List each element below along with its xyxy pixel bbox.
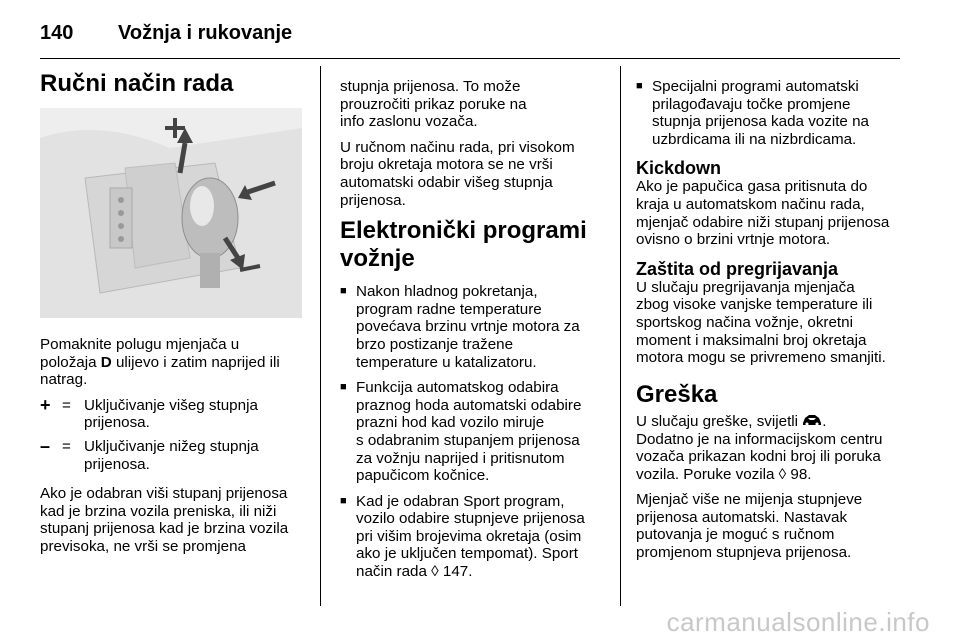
body-paragraph: U ručnom načinu rada, pri visokom broju okretaja motora se ne vrši automatski odabir višeg stupnja prijenosa.	[340, 138, 575, 209]
section-title: Ručni način rada	[40, 70, 234, 97]
definition-upshift	[40, 394, 305, 432]
body-paragraph: Mjenjač više ne mijenja stupnjeve prijenosa automatski. Nastavak putovanja je moguć s ručnom promjenom stupnjeva prijenosa.	[636, 491, 863, 562]
header-rule	[40, 58, 900, 59]
body-paragraph: stupnja prijenosa. To može prouzročiti prikaz poruke na info zaslonu vozača.	[340, 78, 527, 131]
column-2	[340, 78, 605, 589]
column-1	[40, 64, 305, 564]
section-title: Elektronički programi vožnje	[340, 217, 587, 273]
column-divider-2	[620, 66, 621, 606]
bullet-list	[636, 78, 906, 148]
equals-sign: =	[62, 437, 71, 455]
body-paragraph: U slučaju pregrijavanja mjenjača zbog visoke vanjske temperature ili sportskog načina vožnje, okretni moment i maksimalni broj okretaja motora mogu se privremeno smanjiti.	[636, 278, 886, 367]
definition-text: Uključivanje višeg stupnja prijenosa.	[84, 396, 258, 432]
subsection-title: Zaštita od pregrijavanja	[636, 258, 839, 279]
gear-lever-icon	[40, 108, 302, 318]
caption-bold: D	[100, 353, 112, 371]
fault-text-start: U slučaju greške, svijetli	[636, 412, 803, 430]
car-warning-icon	[802, 413, 822, 431]
subsection-title: Kickdown	[636, 158, 722, 179]
section-title: Greška	[636, 380, 718, 408]
list-item: ■ Kad je odabran Sport program, vozilo odabire stupnjeve prijenosa pri višim brojevima okretaja (osim ako je uključen tempomat). Sport način rada ◊ 147.	[340, 493, 605, 581]
body-paragraph: Ako je papučica gasa pritisnuta do kraja u automatskom načinu rada, mjenjač odabire niži stupanj prijenosa ovisno o brzini vrtnje motora.	[636, 178, 890, 249]
list-item: ■ Funkcija automatskog odabira praznog hoda automatski odabire prazni hod kad vozilo miruje s odabranim stupanjem prijenosa za vožnju naprijed i pritisnutom papučicom kočnice.	[340, 379, 605, 485]
page-number: 140	[40, 22, 74, 44]
bullet-list	[340, 283, 605, 581]
column-divider-1	[320, 66, 321, 606]
definition-downshift	[40, 435, 305, 473]
caption-end: ulijevo i zatim naprijed ili natrag.	[40, 353, 280, 389]
plus-icon: +	[40, 394, 51, 415]
list-item: ■ Specijalni programi automatski prilagođavaju točke promjene stupnja prijenosa kada vozite na uzbrdicama ili na nizbrdicama.	[636, 78, 906, 148]
fault-text-end: . Dodatno je na informacijskom centru vozača prikazan kodni broj ili poruka vozila. Poruke vozila ◊ 98.	[636, 412, 883, 483]
list-item: ■ Nakon hladnog pokretanja, program radne temperature povećava brzinu vrtnje motora za brzo postizanje tražene temperature u katalizatoru.	[340, 283, 605, 371]
body-paragraph: Ako je odabran viši stupanj prijenosa kad je brzina vozila preniska, ili niži stupanj prijenosa kad je brzina vozila previsoka, ne vrši se promjena	[40, 485, 289, 555]
caption-start: Pomaknite polugu mjenjača u položaja	[40, 336, 240, 371]
body-paragraph	[636, 413, 906, 484]
watermark: carmanualsonline.info	[666, 607, 930, 637]
page-header	[40, 16, 900, 56]
minus-icon: –	[40, 435, 51, 456]
equals-sign: =	[62, 396, 71, 414]
gear-lever-illustration	[40, 108, 302, 318]
column-3	[636, 78, 906, 570]
chapter-title: Vožnja i rukovanje	[118, 22, 293, 44]
definition-text: Uključivanje nižeg stupnja prijenosa.	[84, 437, 259, 473]
caption-paragraph	[40, 336, 305, 389]
